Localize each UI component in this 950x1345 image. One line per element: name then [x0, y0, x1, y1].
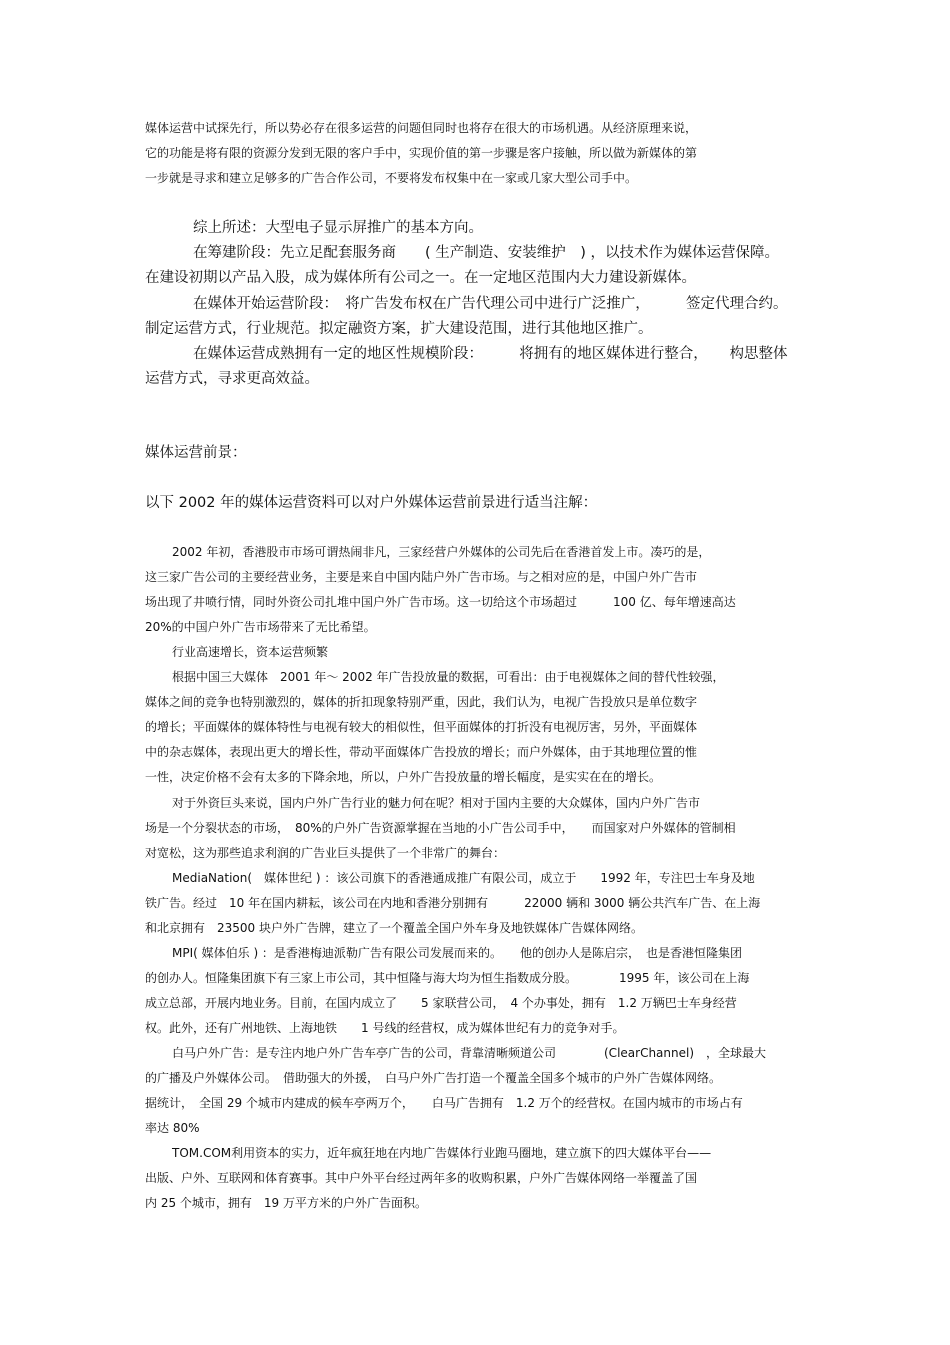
body-line: 的增长；平面媒体的媒体特性与电视有较大的相似性，但平面媒体的打折没有电视厉害，另外，平面媒体 — [145, 720, 698, 734]
section-lead: 以下 2002 年的媒体运营资料可以对户外媒体运营前景进行适当注解： — [145, 495, 598, 511]
body-line: 成立总部，开展内地业务。目前，在国内成立了 5 家联营公司， 4 个办事处，拥有 1.2 万辆巴士车身经营 — [145, 996, 737, 1010]
body-line: 2002 年初，香港股市市场可谓热闹非凡，三家经营户外媒体的公司先后在香港首发上市。凑巧的是， — [172, 545, 711, 559]
body-line: 一性，决定价格不会有太多的下降余地，所以，户外广告投放量的增长幅度，是实实在在的增长。 — [145, 770, 662, 784]
intro-line: 一步就是寻求和建立足够多的广告合作公司，不要将发布权集中在一家或几家大型公司手中。 — [145, 171, 638, 185]
body-line: 中的杂志媒体，表现出更大的增长性，带动平面媒体广告投放的增长；而户外媒体，由于其地理位置的惟 — [145, 745, 698, 759]
body-line: 内 25 个城市，拥有 19 万平方米的户外广告面积。 — [145, 1196, 427, 1210]
body-line: 这三家广告公司的主要经营业务，主要是来自中国内陆户外广告市场。与之相对应的是，中国户外广告市 — [145, 570, 698, 584]
body-line: 白马户外广告：是专注内地户外广告车亭广告的公司，背靠清晰频道公司 (ClearChannel) ，全球最大 — [172, 1046, 767, 1060]
body-line: MediaNation( 媒体世纪 ) ：该公司旗下的香港通成推广有限公司，成立于 1992 年，专注巴士车身及地 — [172, 871, 755, 885]
summary-line: 运营方式，寻求更高效益。 — [145, 371, 319, 387]
summary-line: 在筹建阶段：先立足配套服务商 ( 生产制造、安装维护 ) ，以技术作为媒体运营保障。 — [193, 245, 780, 261]
body-line: MPI( 媒体伯乐 ) ：是香港梅迪派勒广告有限公司发展而来的。 他的创办人是陈启宗， 也是香港恒隆集团 — [172, 946, 742, 960]
body-line: 场是一个分裂状态的市场， 80%的户外广告资源掌握在当地的小广告公司手中， 而国家对户外媒体的管制相 — [145, 821, 736, 835]
body-line: 媒体之间的竞争也特别激烈的，媒体的折扣现象特别严重，因此，我们认为，电视广告投放只是单位数字 — [145, 695, 698, 709]
body-line: 权。此外，还有广州地铁、上海地铁 1 号线的经营权，成为媒体世纪有力的竞争对手。 — [145, 1021, 625, 1035]
body-line: 出版、户外、互联网和体育赛事。其中户外平台经过两年多的收购积累，户外广告媒体网络一举覆盖了国 — [145, 1171, 698, 1185]
body-line: 对于外资巨头来说，国内户外广告行业的魅力何在呢？相对于国内主要的大众媒体，国内户外广告市 — [172, 796, 701, 810]
body-line: 对宽松，这为那些追求利润的广告业巨头提供了一个非常广的舞台： — [145, 846, 506, 860]
body-line: 根据中国三大媒体 2001 年～ 2002 年广告投放量的数据，可看出：由于电视媒体之间的替代性较强， — [172, 670, 725, 684]
body-line: 行业高速增长，资本运营频繁 — [172, 645, 329, 659]
intro-line: 它的功能是将有限的资源分发到无限的客户手中，实现价值的第一步骤是客户接触，所以做为新媒体的第 — [145, 146, 698, 160]
summary-line: 综上所述：大型电子显示屏推广的基本方向。 — [193, 220, 483, 236]
body-line: 的创办人。恒隆集团旗下有三家上市公司，其中恒隆与海大均为恒生指数成分股。 1995 年，该公司在上海 — [145, 971, 750, 985]
summary-line: 在媒体运营成熟拥有一定的地区性规模阶段： 将拥有的地区媒体进行整合， 构思整体 — [193, 346, 788, 362]
body-line: 据统计， 全国 29 个城市内建成的候车亭两万个， 白马广告拥有 1.2 万个的经营权。在国内城市的市场占有 — [145, 1096, 743, 1110]
summary-line: 在建设初期以产品入股，成为媒体所有公司之一。在一定地区范围内大力建设新媒体。 — [145, 270, 696, 286]
summary-line: 制定运营方式，行业规范。拟定融资方案，扩大建设范围，进行其他地区推广。 — [145, 321, 653, 337]
intro-line: 媒体运营中试探先行，所以势必存在很多运营的问题但同时也将存在很大的市场机遇。从经济原理来说， — [145, 121, 698, 135]
section-heading: 媒体运营前景： — [145, 445, 247, 461]
body-line: 20%的中国户外广告市场带来了无比希望。 — [145, 620, 376, 634]
body-line: 场出现了井喷行情，同时外资公司扎堆中国户外广告市场。这一切给这个市场超过 100 亿、每年增速高达 — [145, 595, 736, 609]
body-line: 和北京拥有 23500 块户外广告牌，建立了一个覆盖全国户外车身及地铁媒体广告媒体网络。 — [145, 921, 643, 935]
body-line: 的广播及户外媒体公司。 借助强大的外援， 白马户外广告打造一个覆盖全国多个城市的户外广告媒体网络。 — [145, 1071, 722, 1085]
body-line: 率达 80% — [145, 1121, 200, 1135]
summary-line: 在媒体开始运营阶段： 将广告发布权在广告代理公司中进行广泛推广， 签定代理合约。 — [193, 296, 788, 312]
body-line: 铁广告。经过 10 年在国内耕耘，该公司在内地和香港分别拥有 22000 辆和 3000 辆公共汽车广告、在上海 — [145, 896, 761, 910]
body-line: TOM.COM利用资本的实力，近年疯狂地在内地广告媒体行业跑马圈地，建立旗下的四大媒体平台—— — [172, 1146, 712, 1160]
